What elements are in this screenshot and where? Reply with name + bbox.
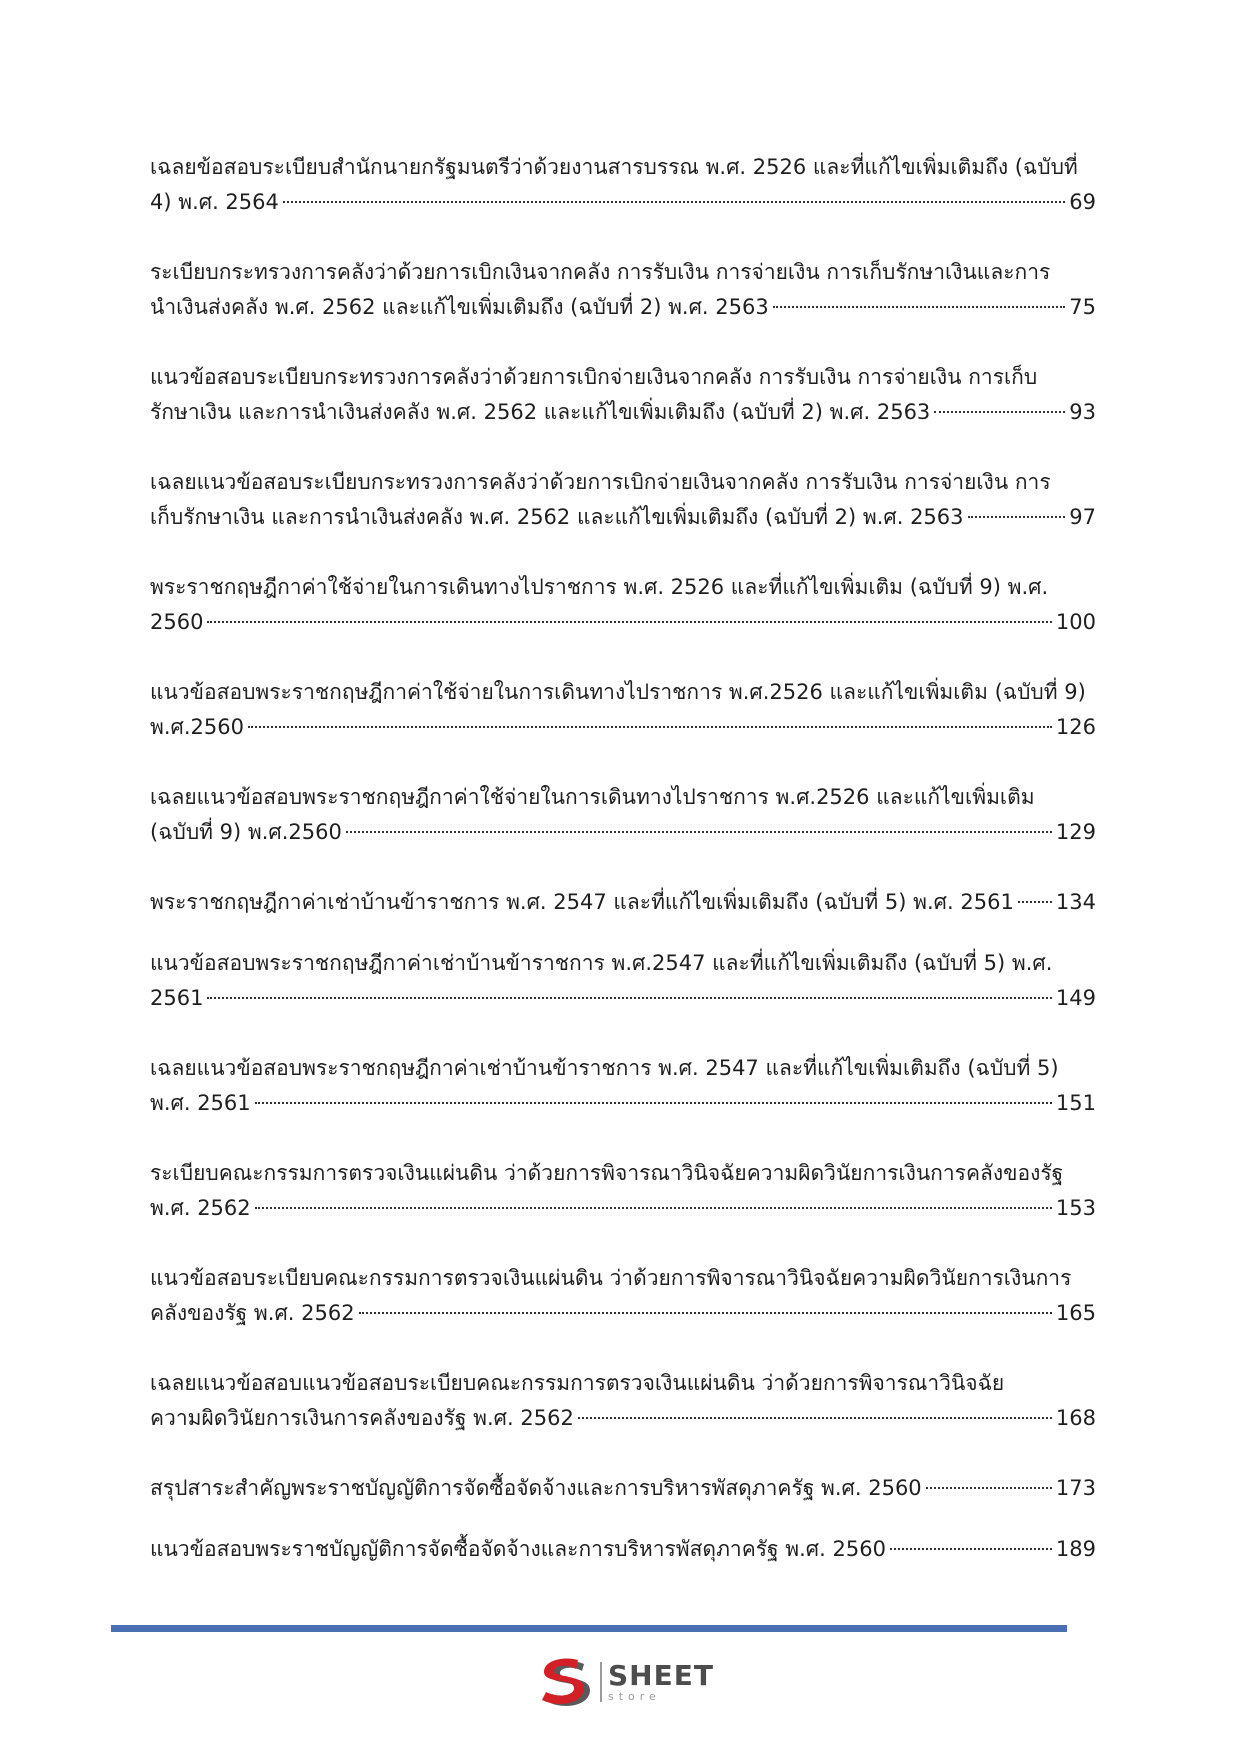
toc-entry-last-line bbox=[150, 605, 1096, 640]
toc-entry bbox=[150, 780, 1096, 850]
toc-entry bbox=[150, 1261, 1096, 1331]
toc-entry-title-line: นำเงินส่งคลัง พ.ศ. 2562 และแก้ไขเพิ่มเติมถึง (ฉบับที่ 2) พ.ศ. 2563 bbox=[150, 295, 769, 319]
toc-entry-title-line: ระเบียบคณะกรรมการตรวจเงินแผ่นดิน ว่าด้วยการพิจารณาวินิจฉัยความผิดวินัยการเงินการคลังของรัฐ bbox=[150, 1161, 1064, 1185]
toc-entry-title-line: แนวข้อสอบพระราชกฤษฎีกาค่าเช่าบ้านข้าราชการ พ.ศ.2547 และที่แก้ไขเพิ่มเติมถึง (ฉบับที่ 5) พ.ศ. bbox=[150, 951, 1053, 975]
toc-page-number: 69 bbox=[1069, 190, 1096, 214]
dot-leader bbox=[255, 1102, 1052, 1104]
dot-leader bbox=[359, 1312, 1052, 1314]
table-of-contents bbox=[150, 150, 1096, 1593]
toc-page-number: 100 bbox=[1055, 610, 1096, 634]
toc-entry-title-line: คลังของรัฐ พ.ศ. 2562 bbox=[150, 1301, 355, 1325]
toc-entry bbox=[150, 1051, 1096, 1121]
toc-entry-last-line bbox=[150, 1296, 1096, 1331]
sheet-store-logo bbox=[540, 1656, 714, 1708]
toc-page-number: 168 bbox=[1055, 1406, 1096, 1430]
toc-entry bbox=[150, 1471, 1096, 1506]
toc-entry-title-line: เฉลยแนวข้อสอบพระราชกฤษฎีกาค่าเช่าบ้านข้าราชการ พ.ศ. 2547 และที่แก้ไขเพิ่มเติมถึง (ฉบับที่ 5) bbox=[150, 1056, 1059, 1080]
toc-entry-title-line: 4) พ.ศ. 2564 bbox=[150, 190, 279, 214]
toc-entry bbox=[150, 885, 1096, 920]
toc-entry bbox=[150, 1366, 1096, 1436]
toc-entry-last-line bbox=[150, 500, 1096, 535]
toc-entry-title-line: พระราชกฤษฎีกาค่าเช่าบ้านข้าราชการ พ.ศ. 2547 และที่แก้ไขเพิ่มเติมถึง (ฉบับที่ 5) พ.ศ. 2561 bbox=[150, 890, 1014, 914]
toc-page-number: 151 bbox=[1055, 1091, 1096, 1115]
toc-page-number: 97 bbox=[1069, 505, 1096, 529]
toc-entry-title-line: เฉลยแนวข้อสอบแนวข้อสอบระเบียบคณะกรรมการตรวจเงินแผ่นดิน ว่าด้วยการพิจารณาวินิจฉัย bbox=[150, 1371, 1005, 1395]
toc-entry bbox=[150, 946, 1096, 1016]
toc-entry-title-line: แนวข้อสอบพระราชกฤษฎีกาค่าใช้จ่ายในการเดินทางไปราชการ พ.ศ.2526 และแก้ไขเพิ่มเติม (ฉบับที่ 9) bbox=[150, 680, 1086, 704]
footer-divider bbox=[111, 1625, 1067, 1632]
toc-entry bbox=[150, 1532, 1096, 1567]
toc-entry-title-line: สรุปสาระสำคัญพระราชบัญญัติการจัดซื้อจัดจ้างและการบริหารพัสดุภาครัฐ พ.ศ. 2560 bbox=[150, 1476, 922, 1500]
logo-separator bbox=[600, 1662, 602, 1702]
dot-leader bbox=[346, 831, 1052, 833]
toc-entry-last-line bbox=[150, 885, 1096, 920]
toc-entry-last-line bbox=[150, 1471, 1096, 1506]
toc-entry-title-line: เฉลยข้อสอบระเบียบสำนักนายกรัฐมนตรีว่าด้วยงานสารบรรณ พ.ศ. 2526 และที่แก้ไขเพิ่มเติมถึง (ฉบับที่ bbox=[150, 155, 1078, 179]
logo-wordmark: SHEET bbox=[608, 1659, 714, 1692]
toc-entry-title-line: แนวข้อสอบพระราชบัญญัติการจัดซื้อจัดจ้างและการบริหารพัสดุภาครัฐ พ.ศ. 2560 bbox=[150, 1537, 886, 1561]
toc-page-number: 173 bbox=[1055, 1476, 1096, 1500]
toc-entry bbox=[150, 570, 1096, 640]
dot-leader bbox=[248, 726, 1052, 728]
toc-entry-title-line: พ.ศ.2560 bbox=[150, 715, 244, 739]
dot-leader bbox=[934, 411, 1065, 413]
toc-entry-title-line: ระเบียบกระทรวงการคลังว่าด้วยการเบิกเงินจากคลัง การรับเงิน การจ่ายเงิน การเก็บรักษาเงินและการ bbox=[150, 260, 1051, 284]
toc-page-number: 93 bbox=[1069, 400, 1096, 424]
dot-leader bbox=[890, 1548, 1052, 1550]
toc-page-number: 126 bbox=[1055, 715, 1096, 739]
toc-entry bbox=[150, 360, 1096, 430]
toc-entry-title-line: (ฉบับที่ 9) พ.ศ.2560 bbox=[150, 820, 342, 844]
toc-entry-last-line bbox=[150, 981, 1096, 1016]
toc-entry-title-line: พ.ศ. 2561 bbox=[150, 1091, 251, 1115]
toc-entry-last-line bbox=[150, 1401, 1096, 1436]
toc-entry-title-line: แนวข้อสอบระเบียบกระทรวงการคลังว่าด้วยการเบิกจ่ายเงินจากคลัง การรับเงิน การจ่ายเงิน การเก็บ bbox=[150, 365, 1038, 389]
toc-entry-last-line bbox=[150, 710, 1096, 745]
logo-subtext: store bbox=[608, 1690, 661, 1703]
toc-page-number: 189 bbox=[1055, 1537, 1096, 1561]
toc-entry-title-line: รักษาเงิน และการนำเงินส่งคลัง พ.ศ. 2562 และแก้ไขเพิ่มเติมถึง (ฉบับที่ 2) พ.ศ. 2563 bbox=[150, 400, 931, 424]
toc-page-number: 165 bbox=[1055, 1301, 1096, 1325]
toc-entry bbox=[150, 1156, 1096, 1226]
toc-page-number: 134 bbox=[1055, 890, 1096, 914]
toc-entry-title-line: แนวข้อสอบระเบียบคณะกรรมการตรวจเงินแผ่นดิน ว่าด้วยการพิจารณาวินิจฉัยความผิดวินัยการเงินการ bbox=[150, 1266, 1072, 1290]
sheet-store-logo-icon bbox=[540, 1656, 596, 1708]
toc-entry bbox=[150, 675, 1096, 745]
dot-leader bbox=[283, 201, 1065, 203]
toc-entry-title-line: เฉลยแนวข้อสอบระเบียบกระทรวงการคลังว่าด้วยการเบิกจ่ายเงินจากคลัง การรับเงิน การจ่ายเงิน การ bbox=[150, 470, 1051, 494]
dot-leader bbox=[926, 1487, 1052, 1489]
toc-entry-last-line bbox=[150, 1532, 1096, 1567]
toc-page-number: 75 bbox=[1069, 295, 1096, 319]
dot-leader bbox=[968, 516, 1066, 518]
toc-entry-title-line: 2560 bbox=[150, 610, 204, 634]
toc-entry-last-line bbox=[150, 1191, 1096, 1226]
toc-page-number: 129 bbox=[1055, 820, 1096, 844]
toc-entry-title-line: เฉลยแนวข้อสอบพระราชกฤษฎีกาค่าใช้จ่ายในการเดินทางไปราชการ พ.ศ.2526 และแก้ไขเพิ่มเติม bbox=[150, 785, 1035, 809]
toc-entry-title-line: ความผิดวินัยการเงินการคลังของรัฐ พ.ศ. 2562 bbox=[150, 1406, 574, 1430]
dot-leader bbox=[578, 1417, 1052, 1419]
toc-entry-title-line: พระราชกฤษฎีกาค่าใช้จ่ายในการเดินทางไปราชการ พ.ศ. 2526 และที่แก้ไขเพิ่มเติม (ฉบับที่ 9) พ.ศ. bbox=[150, 575, 1049, 599]
toc-entry-title-line: 2561 bbox=[150, 986, 204, 1010]
toc-entry bbox=[150, 465, 1096, 535]
dot-leader bbox=[773, 306, 1066, 308]
toc-entry bbox=[150, 255, 1096, 325]
toc-entry-title-line: พ.ศ. 2562 bbox=[150, 1196, 251, 1220]
dot-leader bbox=[255, 1207, 1052, 1209]
toc-entry-last-line bbox=[150, 1086, 1096, 1121]
toc-page-number: 153 bbox=[1055, 1196, 1096, 1220]
toc-page-number: 149 bbox=[1055, 986, 1096, 1010]
toc-entry-last-line bbox=[150, 185, 1096, 220]
toc-entry-last-line bbox=[150, 395, 1096, 430]
dot-leader bbox=[207, 621, 1051, 623]
toc-entry-title-line: เก็บรักษาเงิน และการนำเงินส่งคลัง พ.ศ. 2562 และแก้ไขเพิ่มเติมถึง (ฉบับที่ 2) พ.ศ. 2563 bbox=[150, 505, 964, 529]
dot-leader bbox=[1018, 901, 1052, 903]
dot-leader bbox=[207, 997, 1051, 999]
toc-entry-last-line bbox=[150, 290, 1096, 325]
toc-entry-last-line bbox=[150, 815, 1096, 850]
toc-entry bbox=[150, 150, 1096, 220]
